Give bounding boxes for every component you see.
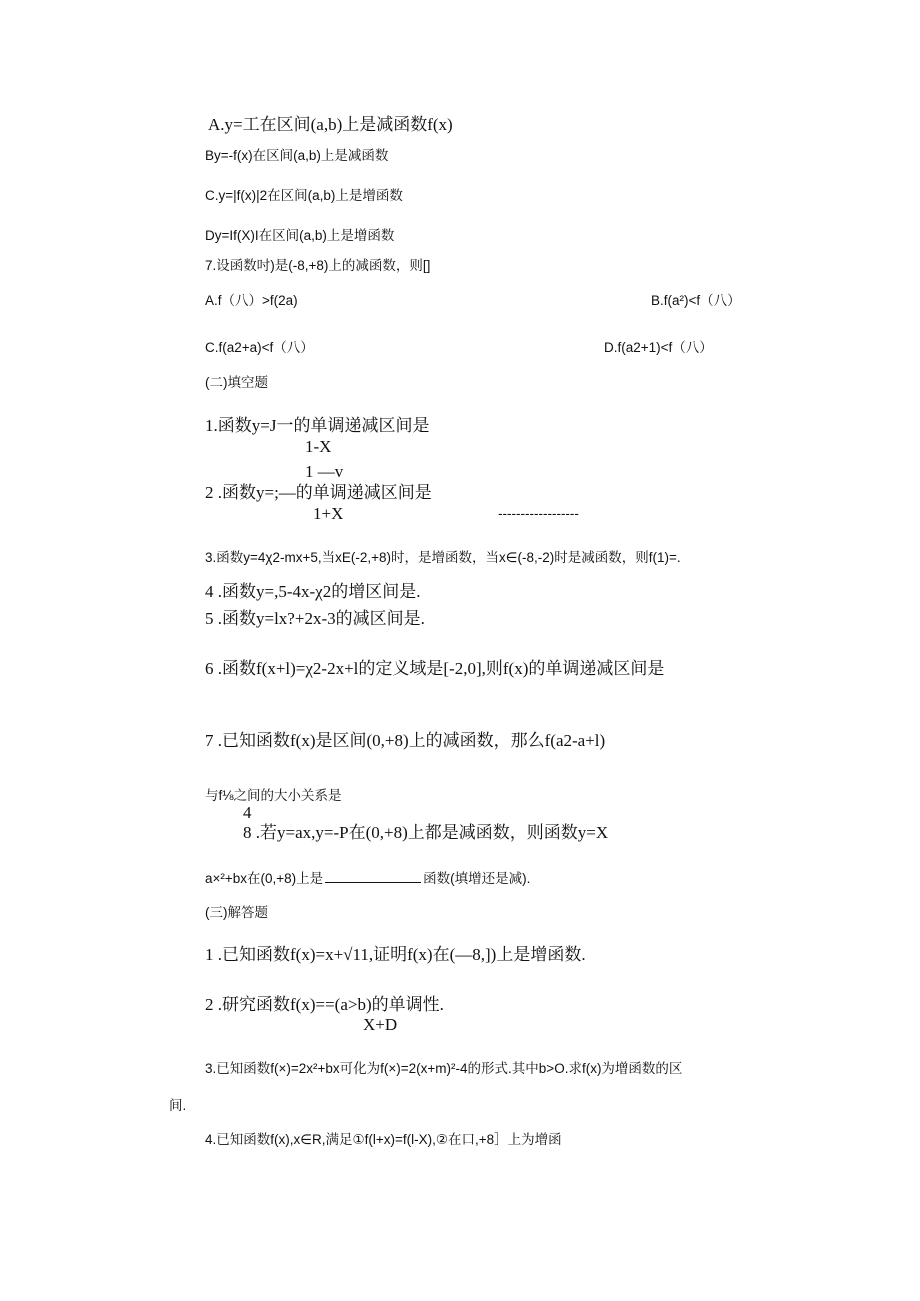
solve-q3-line: 3.已知函数f(×)=2x²+bx可化为f(×)=2(x+m)²-4的形式.其中b>O.求f(x)为增函数的区 <box>205 1061 683 1076</box>
fill-q6-line: 6 .函数f(x+l)=χ2-2x+l的定义域是[-2,0],则f(x)的单调递减区间是 <box>205 659 665 678</box>
option-a-line: A.y=工在区间(a,b)上是减函数f(x) <box>208 115 453 134</box>
solve-q2-fraction-denominator: X+D <box>363 1015 398 1034</box>
question-7-line: 7.设函数吋)是(-8,+8)上的减函数，则[] <box>205 258 431 273</box>
fill-q8-prefix: a×²+bx在(0,+8)上是 <box>205 871 324 886</box>
fill-q2-fraction-numerator: 1 —v <box>305 462 344 481</box>
q7-option-a: A.f（八）>f(2a) <box>205 293 298 308</box>
fill-q1-line: 1.函数y=J一的单调递减区间是 <box>205 416 430 435</box>
solve-q3-continuation: 间. <box>169 1098 187 1113</box>
q7-option-c: C.f(a2+a)<f（八） <box>205 340 314 355</box>
section-solution-heading: (三)解答题 <box>205 905 268 920</box>
option-d-line: Dy=If(X)I在区间(a,b)上是增函数 <box>205 228 395 243</box>
fill-q7-fraction-denominator: 4 <box>243 803 252 822</box>
fill-q2-answer-blank: ------------------ <box>498 506 579 521</box>
solve-q1-line: 1 .已知函数f(x)=x+√11,证明f(x)在(—8,])上是增函数. <box>205 945 586 964</box>
fill-q2-fraction-denominator: 1+X <box>313 504 344 523</box>
fill-q3-line: 3.函数y=4χ2-mx+5,当xE(-2,+8)时，是增函数，当x∈(-8,-2)时是减函数，则f(1)=. <box>205 550 681 565</box>
q7-option-b: B.f(a²)<f（八） <box>651 293 741 308</box>
fill-q8-answer-blank <box>325 868 421 883</box>
fill-q7-line: 7 .已知函数f(x)是区间(0,+8)上的减函数，那么f(a2-a+l) <box>205 731 606 750</box>
option-b-line: By=-f(x)在区间(a,b)上是减函数 <box>205 148 389 163</box>
solve-q4-line: 4.已知函数f(x),x∈R,满足①f(l+x)=f(l-X),②在口,+8］上为增函 <box>205 1132 562 1147</box>
fill-q2-line: 2 .函数y=;—的单调递减区间是 <box>205 483 432 502</box>
q7-option-d: D.f(a2+1)<f（八） <box>604 340 713 355</box>
section-fill-in-heading: (二)填空题 <box>205 375 268 390</box>
fill-q1-fraction-denominator: 1-X <box>305 437 332 456</box>
option-c-line: C.y=|f(x)|2在区间(a,b)上是增函数 <box>205 188 403 203</box>
fill-q8-suffix: 函数(填增还是减). <box>423 871 531 886</box>
fill-q8-line: 8 .若y=ax,y=-P在(0,+8)上都是减函数，则函数y=X <box>243 823 609 842</box>
fill-q7-continuation: 与f⅛之间的大小关系是 <box>205 788 342 803</box>
fill-q5-line: 5 .函数y=lx?+2x-3的减区间是. <box>205 609 425 628</box>
fill-q8-continuation <box>205 868 530 889</box>
fill-q4-line: 4 .函数y=,5-4x-χ2的增区间是. <box>205 582 421 601</box>
solve-q2-line: 2 .研究函数f(x)==(a>b)的单调性. <box>205 995 444 1014</box>
